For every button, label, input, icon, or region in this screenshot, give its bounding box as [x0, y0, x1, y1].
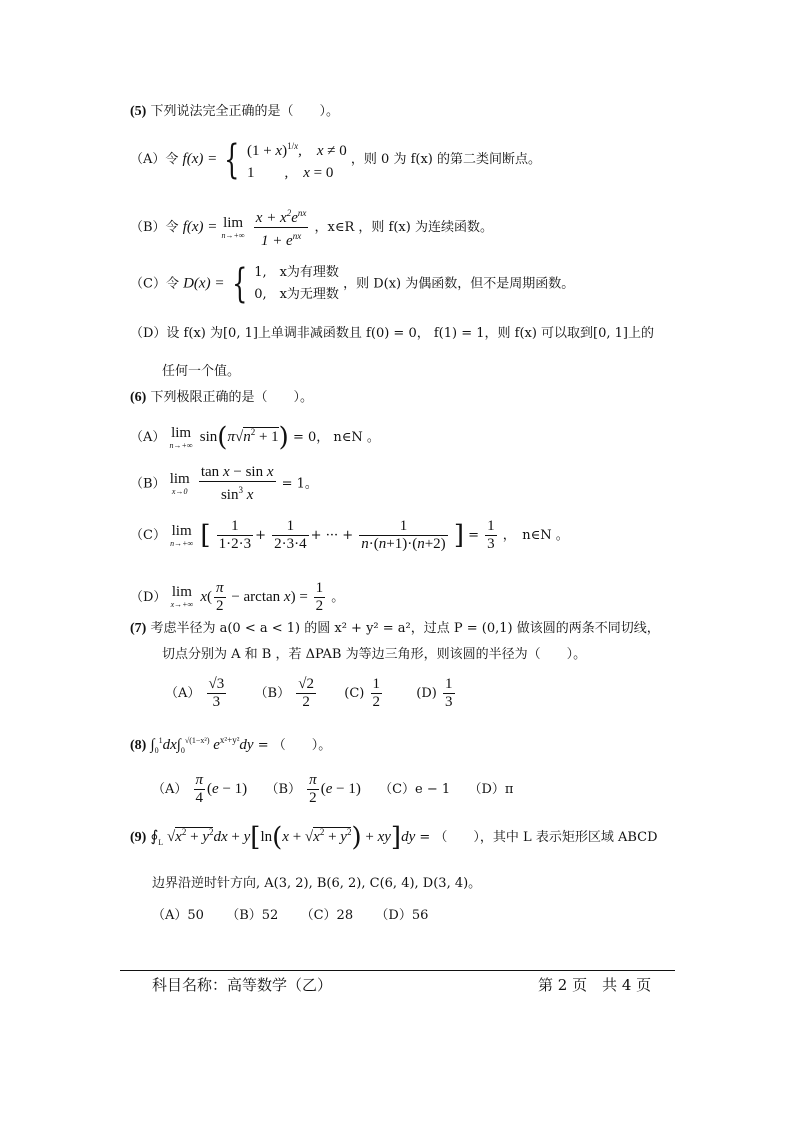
q6-d-lim: lim x→+∞	[170, 584, 194, 610]
q8-number: (8)	[130, 738, 147, 753]
q5-a-brace: {	[224, 136, 240, 183]
q6-option-c: （C） lim n→+∞ [ $\frac{1}{1\cdot 2\cdot 3}$ + $\frac{1}{2\cdot 3\cdot 4}$ + ··· + $\frac{1}{n\cdot(n+1)\cdot(n+2)}$ ] = $\frac{1}{3}$ ， n∈N 。	[130, 518, 569, 552]
q5-c-d: D(x) =	[183, 275, 225, 292]
q6-option-d	[130, 580, 344, 615]
q6-c-frac3: $\frac{1}{n\cdot(n+1)\cdot(n+2)}$	[361, 518, 446, 552]
q6-c-frac2: $\frac{1}{2\cdot 3\cdot 4}$	[274, 518, 307, 552]
q5-a-label: （A）令	[130, 152, 179, 167]
q9-option-d: （D）56	[375, 908, 429, 923]
q8-option-b-label: （B）	[265, 781, 302, 797]
q8-integral: $\int_0^1dx\int_0^{√(1-x^2)}$ $e^{x^2+y^2}dy$	[150, 735, 254, 755]
q5-b-label: （B）令	[130, 220, 179, 235]
q8-option-a-value: $\frac{\pi}{4}$ (e − 1)	[195, 772, 248, 806]
q7-line1-text: 考虑半径为 a(0 < a < 1) 的圆 x² + y² = a²，过点 P = (0,1) 做该圆的两条不同切线，	[150, 621, 660, 636]
q5-b-fraction: $\frac{x + x^2e^{nx}}{1 + e^{nx}}$	[254, 205, 309, 250]
q5-c-cases	[254, 262, 339, 306]
q6-number: (6)	[130, 390, 147, 405]
q7-options	[165, 676, 457, 711]
q7-option-a-label: （A）	[165, 686, 201, 701]
q8-tail: = （ ）。	[257, 738, 332, 753]
q6-c-lim: lim n→+∞	[170, 522, 194, 548]
q8-options	[152, 772, 513, 807]
q6-option-b	[130, 464, 318, 504]
footer-page-number: 第 2 页 共 4 页	[538, 976, 652, 994]
q5-c-case2: 0, x为无理数	[254, 287, 339, 302]
q9-options	[152, 908, 428, 924]
q8-stem	[130, 732, 331, 759]
q8-option-a-label: （A）	[152, 781, 188, 797]
q9-option-a: （A）50	[152, 908, 204, 923]
q6-c-rbracket: ]	[453, 520, 464, 551]
q8-option-d: （D）π	[468, 781, 514, 797]
q6-b-label: （B）	[130, 476, 166, 492]
q7-option-c-label: (C)	[344, 686, 365, 701]
q6-stem-text: 下列极限正确的是（ ）。	[150, 390, 313, 405]
q5-option-c	[130, 262, 574, 306]
q5-c-label: （C）令	[130, 276, 179, 292]
q5-a-formula: f(x) =	[182, 151, 218, 167]
footer-subject: 科目名称：高等数学（乙）	[152, 976, 333, 994]
q6-c-lbracket: [	[200, 520, 211, 551]
q5-option-b	[130, 205, 493, 250]
q6-b-tail: = 1。	[281, 476, 318, 492]
q7-option-d-label: (D)	[416, 686, 437, 701]
q5-option-a	[130, 135, 541, 184]
q6-a-lim: lim n→+∞	[169, 424, 193, 450]
q5-stem	[130, 104, 339, 120]
q6-a-label: （A）	[130, 430, 166, 445]
q5-a-cases: $(1 + x)^{1/x}$, x ≠ 0 1 , x = 0	[246, 141, 347, 181]
q7-option-a-value: $\frac{√3}{3}$	[208, 676, 225, 710]
q8-option-b-value: $\frac{\pi}{2}$ (e − 1)	[309, 772, 361, 806]
q5-option-d-line1: （D）设 f(x) 为[0, 1]上单调非减函数且 f(0) = 0， f(1) = 1，则 f(x) 可以取到[0, 1]上的	[130, 326, 654, 341]
q5-number: (5)	[130, 104, 147, 119]
q5-option-d-line2: 任何一个值。	[162, 364, 241, 379]
q9-line2: 边界沿逆时针方向, A(3, 2), B(6, 2), C(6, 4), D(3, 4)。	[152, 876, 482, 891]
q6-b-lim: lim x→0	[169, 471, 190, 496]
q9-integral: $∮_L$ $√x^2 + y^2dx + y[\ln(x + √x^2 + y^2) + xy]dy$	[150, 822, 416, 853]
q6-a-tail: = 0， n∈N 。	[292, 430, 380, 445]
q9-stem	[130, 824, 658, 851]
q9-option-c: （C）28	[300, 908, 354, 923]
q9-number: (9)	[130, 830, 147, 845]
q6-c-tail: ， n∈N 。	[502, 528, 569, 543]
q7-line2: 切点分别为 A 和 B ，若 ΔPAB 为等边三角形，则该圆的半径为（ ）。	[162, 647, 587, 662]
q9-tail: = （ ），其中 L 表示矩形区域 ABCD	[419, 830, 658, 845]
q7-option-d-value: $\frac{1}{3}$	[445, 676, 453, 710]
footer-divider	[120, 970, 675, 971]
q6-d-label: （D）	[130, 589, 167, 605]
q5-c-case1: 1, x为有理数	[254, 265, 339, 280]
q5-b-lim: lim n→+∞	[221, 214, 245, 240]
q6-stem	[130, 390, 313, 406]
q5-c-tail: ，则 D(x) 为偶函数，但不是周期函数。	[343, 276, 575, 292]
q7-line1	[130, 621, 660, 637]
q5-b-tail: ，x∈R ，则 f(x) 为连续函数。	[314, 220, 493, 235]
q6-c-frac1: $\frac{1}{1\cdot 2\cdot 3}$	[218, 518, 252, 552]
q6-b-fraction: $\frac{\text{tan x − sin x}}{\sin^3 x}$	[200, 464, 274, 503]
q6-a-expr: $\sin(\pi√n^2 + 1)$	[199, 422, 289, 453]
q7-option-b-label: （B）	[254, 686, 291, 701]
q7-option-c-value: $\frac{1}{2}$	[372, 676, 380, 710]
q6-d-tail: 。	[331, 589, 345, 605]
q8-option-c: （C）e − 1	[379, 781, 451, 797]
q5-c-brace: {	[231, 261, 247, 307]
q6-option-a	[130, 422, 380, 453]
q6-c-label: （C）	[130, 528, 166, 543]
q6-c-result: $\frac{1}{3}$	[487, 518, 495, 552]
q7-option-b-value: $\frac{√2}{2}$	[298, 676, 314, 710]
q7-number: (7)	[130, 621, 147, 636]
q5-a-tail: ，则 0 为 f(x) 的第二类间断点。	[350, 152, 542, 167]
q5-stem-text: 下列说法完全正确的是（ ）。	[150, 104, 339, 119]
q9-option-b: （B）52	[226, 908, 279, 923]
q5-b-f: f(x) =	[182, 219, 218, 235]
q6-d-expr: x( $\frac{\pi}{2}$ − arctan x) = $\frac{1}{2}$	[200, 580, 324, 614]
